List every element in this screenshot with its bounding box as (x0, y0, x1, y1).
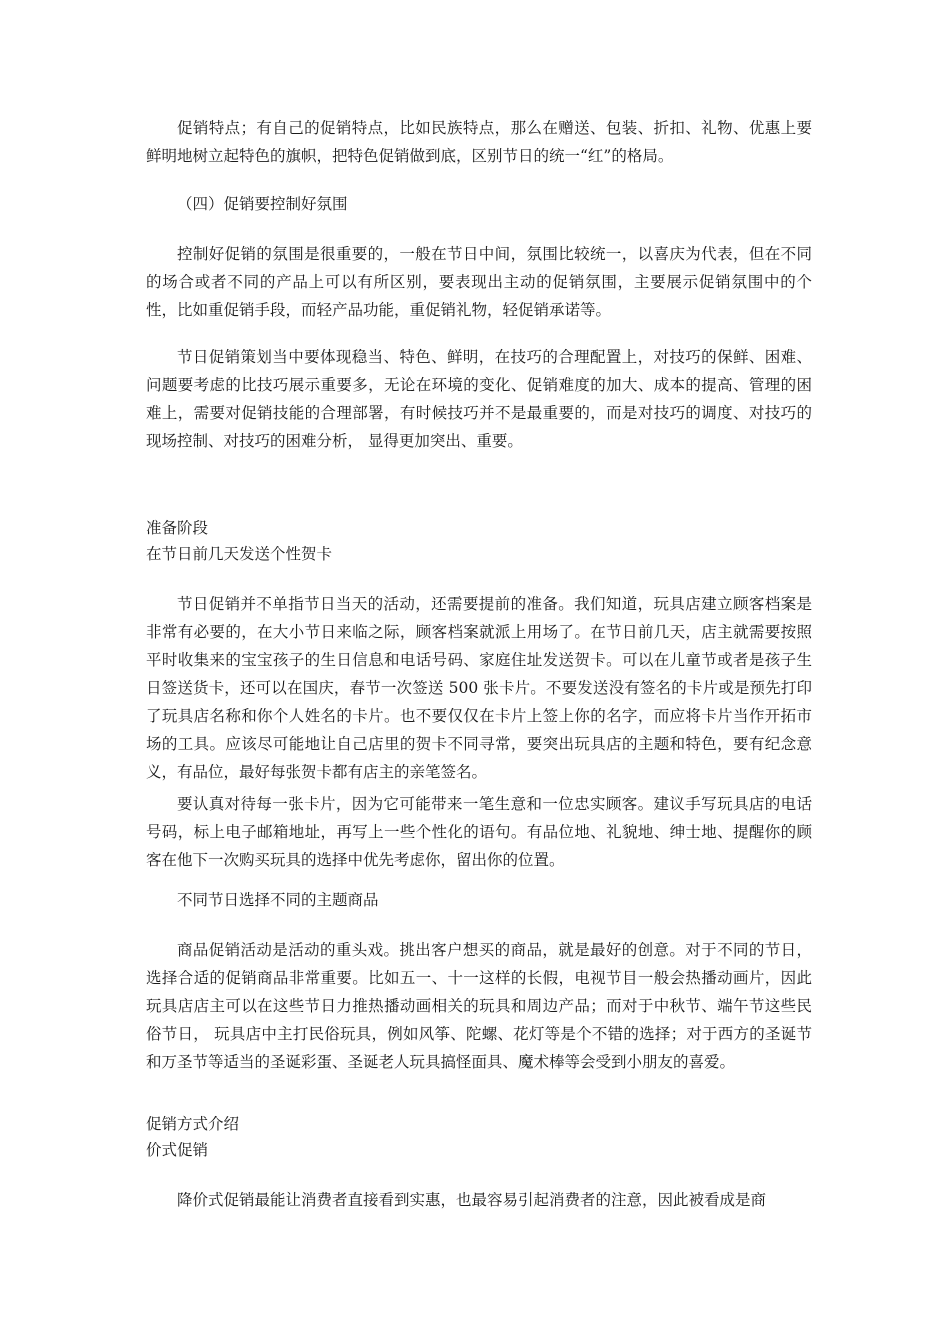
paragraph-promotion-features: 促销特点；有自己的促销特点，比如民族特点，那么在赠送、包装、折扣、礼物、优惠上要鲜明地树立起特色的旗帜，把特色促销做到底，区别节日的统一“红”的格局。 (146, 119, 812, 165)
paragraph-atmosphere: 控制好促销的氛围是很重要的，一般在节日中间，氛围比较统一，以喜庆为代表，但在不同的场合或者不同的产品上可以有所区别，要表现出主动的促销氛围，主要展示促销氛围中的个性，比如重促销手段，而轻产品功能，重促销礼物，轻促销承诺等。 (146, 245, 812, 319)
paragraph-greeting-cards: 节日促销并不单指节日当天的活动，还需要提前的准备。我们知道，玩具店建立顾客档案是非常有必要的，在大小节日来临之际，顾客档案就派上用场了。在节日前几天，店主就需要按照平时收集来的宝宝孩子的生日信息和电话号码、家庭住址发送贺卡。可以在儿童节或者是孩子生日签送货卡，还可以在国庆，春节一次签送 500 张卡片。不要发送没有签名的卡片或是预先打印了玩具店名称和你个人姓名的卡片。也不要仅仅在卡片上签上你的名字，而应将卡片当作开拓市场的工具。应该尽可能地让自己店里的贺卡不同寻常，要突出玩具店的主题和特色，要有纪念意义，有品位，最好每张贺卡都有店主的亲笔签名。 (146, 595, 812, 781)
subheading-greeting-cards: 在节日前几天发送个性贺卡 (146, 545, 333, 563)
paragraph-theme-products: 商品促销活动是活动的重头戏。挑出客户想买的商品，就是最好的创意。对于不同的节日，选择合适的促销商品非常重要。比如五一、十一这样的长假，电视节目一般会热播动画片，因此玩具店店主可以在这些节日力推热播动画相关的玩具和周边产品；而对于中秋节、端午节这些民俗节日， 玩具店中主打民俗玩具，例如风筝、陀螺、花灯等是个不错的选择；对于西方的圣诞节和万圣节等适当的圣诞彩蛋、圣诞老人玩具搞怪面具、魔术棒等会受到小朋友的喜爱。 (146, 941, 812, 1071)
subheading-price-promotion: 价式促销 (146, 1141, 209, 1159)
section-heading-atmosphere: （四）促销要控制好氛围 (177, 195, 348, 213)
paragraph-card-handling: 要认真对待每一张卡片，因为它可能带来一笔生意和一位忠实顾客。建议手写玩具店的电话号码，标上电子邮箱地址，再写上一些个性化的语句。有品位地、礼貌地、绅士地、提醒你的顾客在他下一次购买玩具的选择中优先考虑你，留出你的位置。 (146, 795, 812, 869)
section-heading-preparation: 准备阶段 (146, 519, 209, 537)
subheading-theme-products: 不同节日选择不同的主题商品 (177, 891, 379, 909)
section-heading-promotion-methods: 促销方式介绍 (146, 1115, 240, 1133)
paragraph-price-promotion: 降价式促销最能让消费者直接看到实惠，也最容易引起消费者的注意，因此被看成是商 (177, 1191, 767, 1209)
paragraph-techniques: 节日促销策划当中要体现稳当、特色、鲜明，在技巧的合理配置上，对技巧的保鲜、困难、问题要考虑的比技巧展示重要多，无论在环境的变化、促销难度的加大、成本的提高、管理的困难上，需要对促销技能的合理部署，有时候技巧并不是最重要的，而是对技巧的调度、对技巧的现场控制、对技巧的困难分析， 显得更加突出、重要。 (146, 348, 812, 450)
